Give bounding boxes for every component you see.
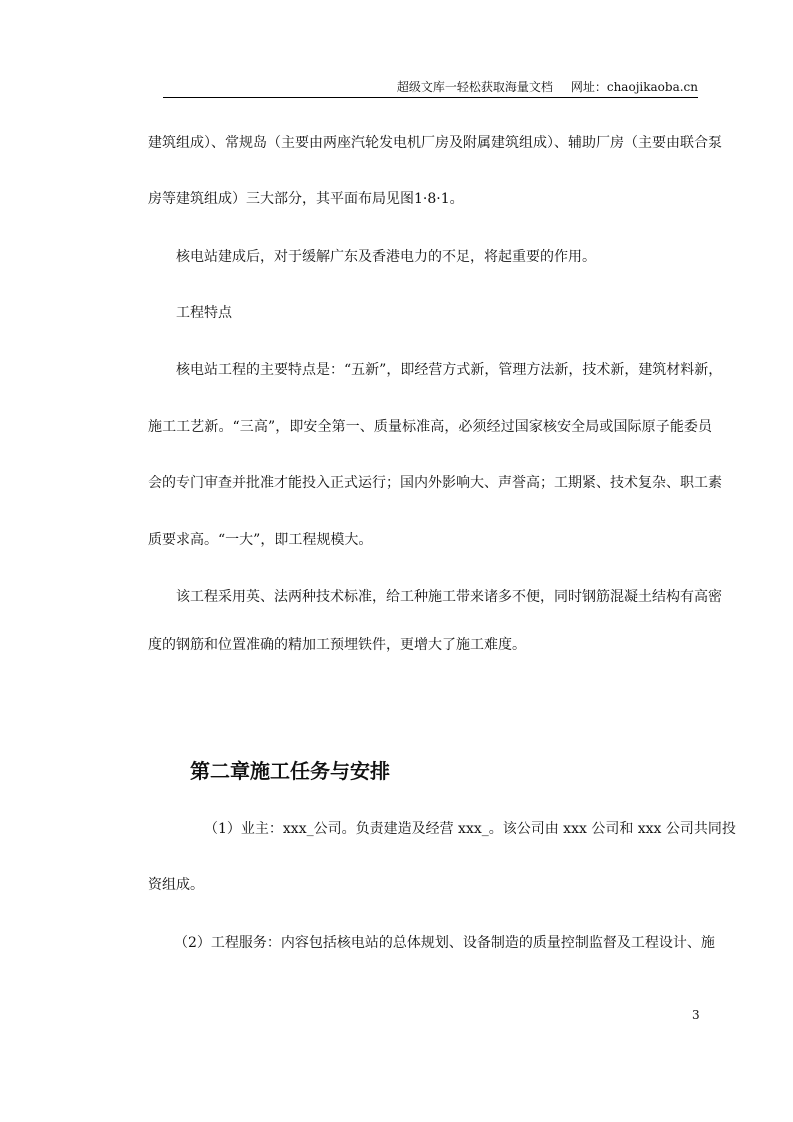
body-line: （1）业主：xxx_公司。负责建造及经营 xxx_。该公司由 xxx 公司和 xxx 公司共同投: [204, 821, 736, 837]
chapter-title: 第二章施工任务与安排: [190, 759, 390, 783]
body-line: 资组成。: [148, 877, 204, 893]
body-line: 度的钢筋和位置准确的精加工预埋铁件，更增大了施工难度。: [148, 637, 526, 653]
body-line: 会的专门审查并批准才能投入正式运行；国内外影响大、声誉高；工期紧、技术复杂、职工素: [148, 475, 722, 491]
body-line: 施工工艺新。“三高”，即安全第一、质量标准高，必须经过国家核安全局或国际原子能委员: [148, 419, 712, 435]
page-number: 3: [692, 1008, 700, 1022]
header-site-name: 超级文库一轻松获取海量文档: [396, 80, 553, 94]
body-line: 房等建筑组成）三大部分，其平面布局见图1·8·1。: [148, 191, 464, 207]
body-line: 核电站建成后，对于缓解广东及香港电力的不足，将起重要的作用。: [176, 249, 596, 265]
page-header: [397, 78, 698, 95]
body-line: 质要求高。“一大”，即工程规模大。: [148, 532, 373, 548]
header-rule: [163, 97, 698, 98]
body-line: 该工程采用英、法两种技术标准，给工种施工带来诸多不便，同时钢筋混凝土结构有高密: [176, 589, 722, 605]
section-label: 工程特点: [176, 305, 232, 321]
body-line: （2）工程服务：内容包括核电站的总体规划、设备制造的质量控制监督及工程设计、施: [174, 935, 715, 951]
header-url: 网址：chaojikaoba.cn: [570, 80, 698, 94]
body-line: 核电站工程的主要特点是：“五新”，即经营方式新，管理方法新，技术新，建筑材料新，: [176, 362, 723, 378]
body-line: 建筑组成）、常规岛（主要由两座汽轮发电机厂房及附属建筑组成）、辅助厂房（主要由联合泵: [148, 135, 722, 151]
